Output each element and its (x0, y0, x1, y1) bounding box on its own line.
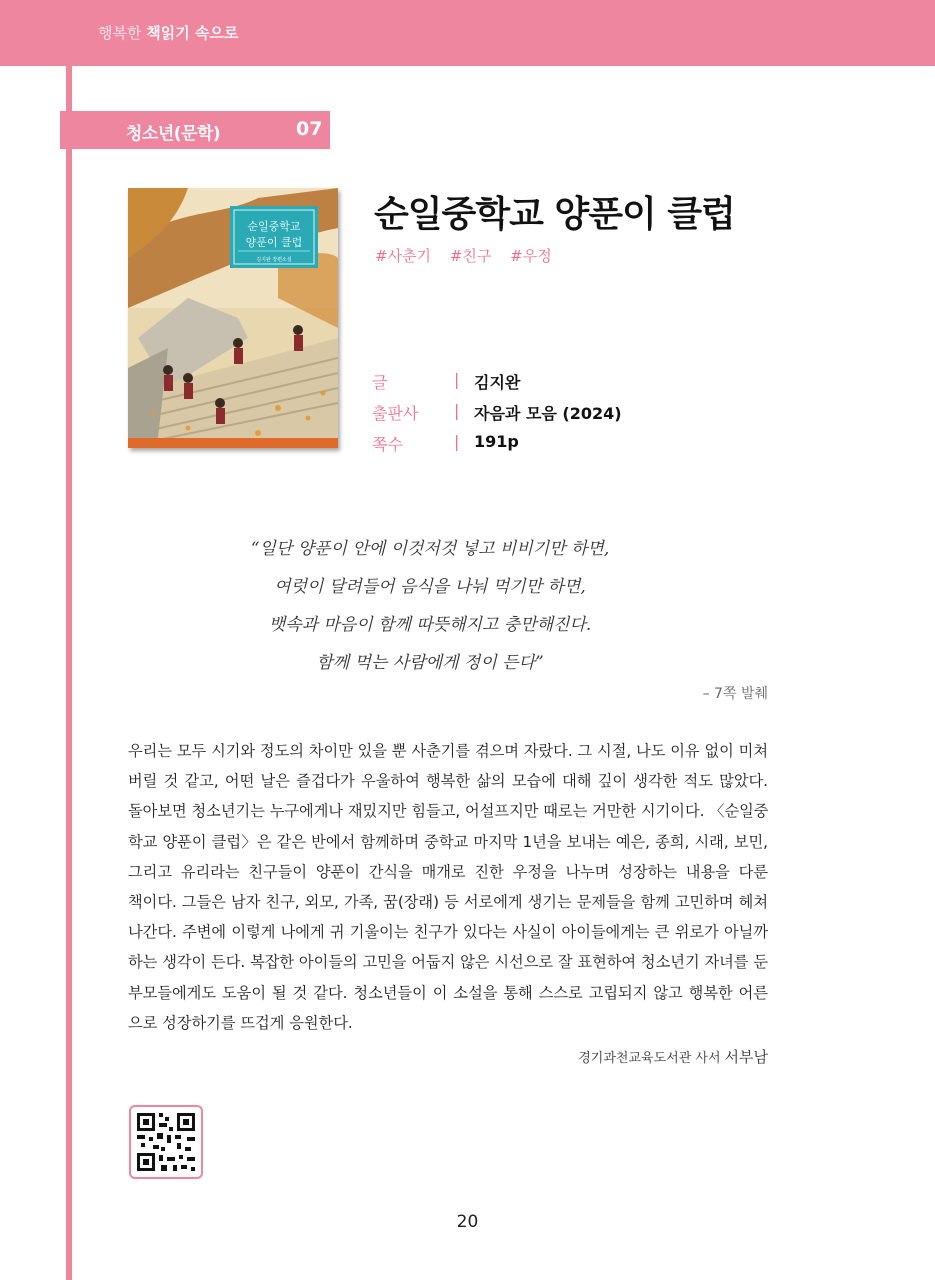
reviewer-credit (578, 1046, 768, 1067)
header-bar (0, 0, 935, 66)
category-band (60, 111, 330, 149)
review-line: 책이다. 그들은 남자 친구, 외모, 가족, 꿈(장래) 등 서로에게 생기는 문제들을 함께 고민하며 헤쳐 (128, 893, 768, 912)
tag-item[interactable]: #친구 (449, 247, 492, 265)
cover-title-line2: 양푼이 클럽 (245, 236, 303, 249)
review-line: 우리는 모두 시기와 정도의 차이만 있을 뿐 사춘기를 겪으며 자랐다. 그 시절, 나도 이유 없이 미쳐 (128, 742, 768, 760)
quote-line: 여럿이 달려들어 음식을 나눠 먹기만 하면, (274, 577, 586, 597)
meta-value: 김지완 (474, 373, 521, 392)
left-accent-line (66, 66, 72, 1280)
meta-label: 글 (372, 373, 388, 392)
review-line: 그리고 유리라는 친구들이 양푼이 간식을 매개로 진한 우정을 나누며 성장하는 내용을 다룬 (128, 862, 768, 881)
meta-value: 191p (474, 432, 519, 451)
category-label: 청소년(문학) (126, 124, 221, 144)
meta-value: 자음과 모음 (2024) (474, 404, 622, 423)
reviewer-name: 서부남 (724, 1048, 768, 1066)
review-line: 으로 성장하기를 뜨겁게 응원한다. (128, 1013, 353, 1032)
qr-code-pattern (131, 1107, 201, 1177)
meta-separator: | (454, 432, 460, 451)
book-cover (128, 188, 338, 448)
quote-source: – 7쪽 발췌 (702, 686, 768, 702)
quote-line: 함께 먹는 사람에게 정이 든다” (316, 653, 544, 673)
meta-label: 출판사 (372, 404, 419, 423)
review-text (128, 736, 768, 1038)
cover-subtitle: 김지완 장편소설 (256, 257, 292, 263)
qr-code-icon[interactable] (129, 1105, 203, 1179)
series-title (98, 22, 238, 43)
meta-separator: | (454, 370, 460, 389)
review-line: 학교 양푼이 클럽〉은 같은 반에서 함께하며 중학교 마지막 1년을 보내는 예은, 종희, 시래, 보민, (128, 832, 768, 851)
page-number: 20 (456, 1212, 479, 1232)
meta-separator: | (454, 401, 460, 420)
quote-line: 뱃속과 마음이 함께 따뜻해지고 충만해진다. (268, 615, 592, 635)
reviewer-affiliation: 경기과천교육도서관 사서 (578, 1051, 721, 1066)
quote-line: “일단 양푼이 안에 이것저것 넣고 비비기만 하면, (250, 539, 610, 559)
book-cover-illustration (128, 188, 338, 448)
review-line: 돌아보면 청소년기는 누구에게나 재밌지만 힘들고, 어설프지만 때로는 거만한 시기이다. 〈순일중 (128, 802, 769, 821)
tag-item[interactable]: #사춘기 (375, 247, 432, 265)
meta-label: 쪽수 (372, 435, 403, 454)
review-line: 부모들에게도 도움이 될 것 같다. 청소년들이 이 소설을 통해 스스로 고립되지 않고 행복한 어른 (128, 983, 768, 1002)
series-title-bold: 책읽기 속으로 (146, 24, 239, 42)
excerpt-quote (160, 530, 700, 682)
review-line: 나간다. 주변에 이렇게 나에게 귀 기울이는 친구가 있다는 사실이 아이들에게는 큰 위로가 아닐까 (128, 923, 768, 942)
cover-title-line1: 순일중학교 (247, 220, 301, 233)
tag-list (375, 245, 566, 266)
book-title: 순일중학교 양푼이 클럽 (374, 194, 735, 235)
category-number: 07 (296, 118, 323, 140)
series-title-prefix: 행복한 (98, 24, 147, 42)
tag-item[interactable]: #우정 (510, 247, 552, 265)
review-line: 버릴 것 같고, 어떤 날은 즐겁다가 우울하여 행복한 삶의 모습에 대해 깊이 생각한 적도 많았다. (128, 772, 768, 791)
review-line: 하는 생각이 든다. 복잡한 아이들의 고민을 어둡지 않은 시선으로 잘 표현하여 청소년기 자녀를 둔 (128, 953, 768, 972)
